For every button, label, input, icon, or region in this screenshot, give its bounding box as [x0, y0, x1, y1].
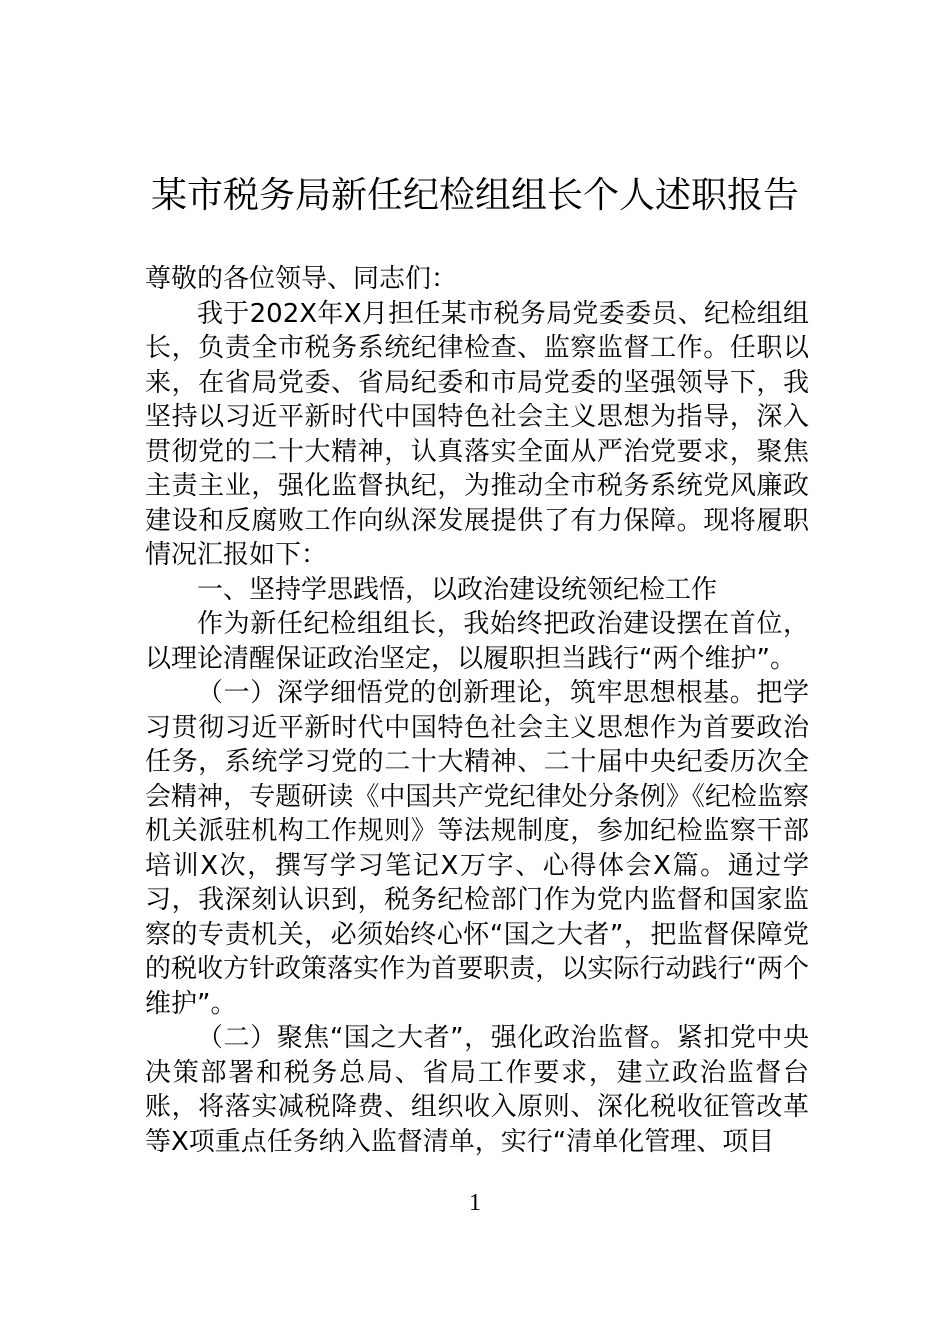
intro-paragraph: 我于202X年X月担任某市税务局党委委员、纪检组组长，负责全市税务系统纪律检查、监察监督工作。任职以来，在省局党委、省局纪委和市局党委的坚强领导下，我坚持以习近平新时代中国特色社会主义思想为指导，深入贯彻党的二十大精神，认真落实全面从严治党要求，聚焦主责主业，强化监督执纪，为推动全市税务系统党风廉政建设和反腐败工作向纵深发展提供了有力保障。现将履职情况汇报如下： — [145, 298, 809, 570]
subsection-1-paragraph: （一）深学细悟党的创新理论，筑牢思想根基。把学习贯彻习近平新时代中国特色社会主义思想作为首要政治任务，系统学习党的二十大精神、二十届中央纪委历次全会精神，专题研读《中国共产党纪律处分条例》《纪检监察机关派驻机构工作规则》等法规制度，参加纪检监察干部培训X次，撰写学习笔记X万字、心得体会X篇。通过学习，我深刻认识到，税务纪检部门作为党内监督和国家监察的专责机关，必须始终心怀“国之大者”，把监督保障党的税收方针政策落实作为首要职责，以实际行动践行“两个维护”。 — [145, 678, 809, 1019]
salutation: 尊敬的各位领导、同志们： — [145, 264, 458, 294]
document-body — [145, 262, 809, 1159]
section-heading-1: 一、坚持学思践悟，以政治建设统领纪检工作 — [197, 574, 718, 605]
document-title: 某市税务局新任纪检组组长个人述职报告 — [150, 175, 799, 216]
subsection-2-paragraph: （二）聚焦“国之大者”，强化政治监督。紧扣党中央决策部署和税务总局、省局工作要求，建立政治监督台账，将落实减税降费、组织收入原则、深化税收征管改革等X项重点任务纳入监督清单，实行“清单化管理、项目 — [145, 1023, 809, 1157]
section-1-intro-paragraph: 作为新任纪检组组长，我始终把政治建设摆在首位，以理论清醒保证政治坚定，以履职担当践行“两个维护”。 — [145, 609, 809, 674]
page-number: 1 — [469, 1190, 481, 1216]
